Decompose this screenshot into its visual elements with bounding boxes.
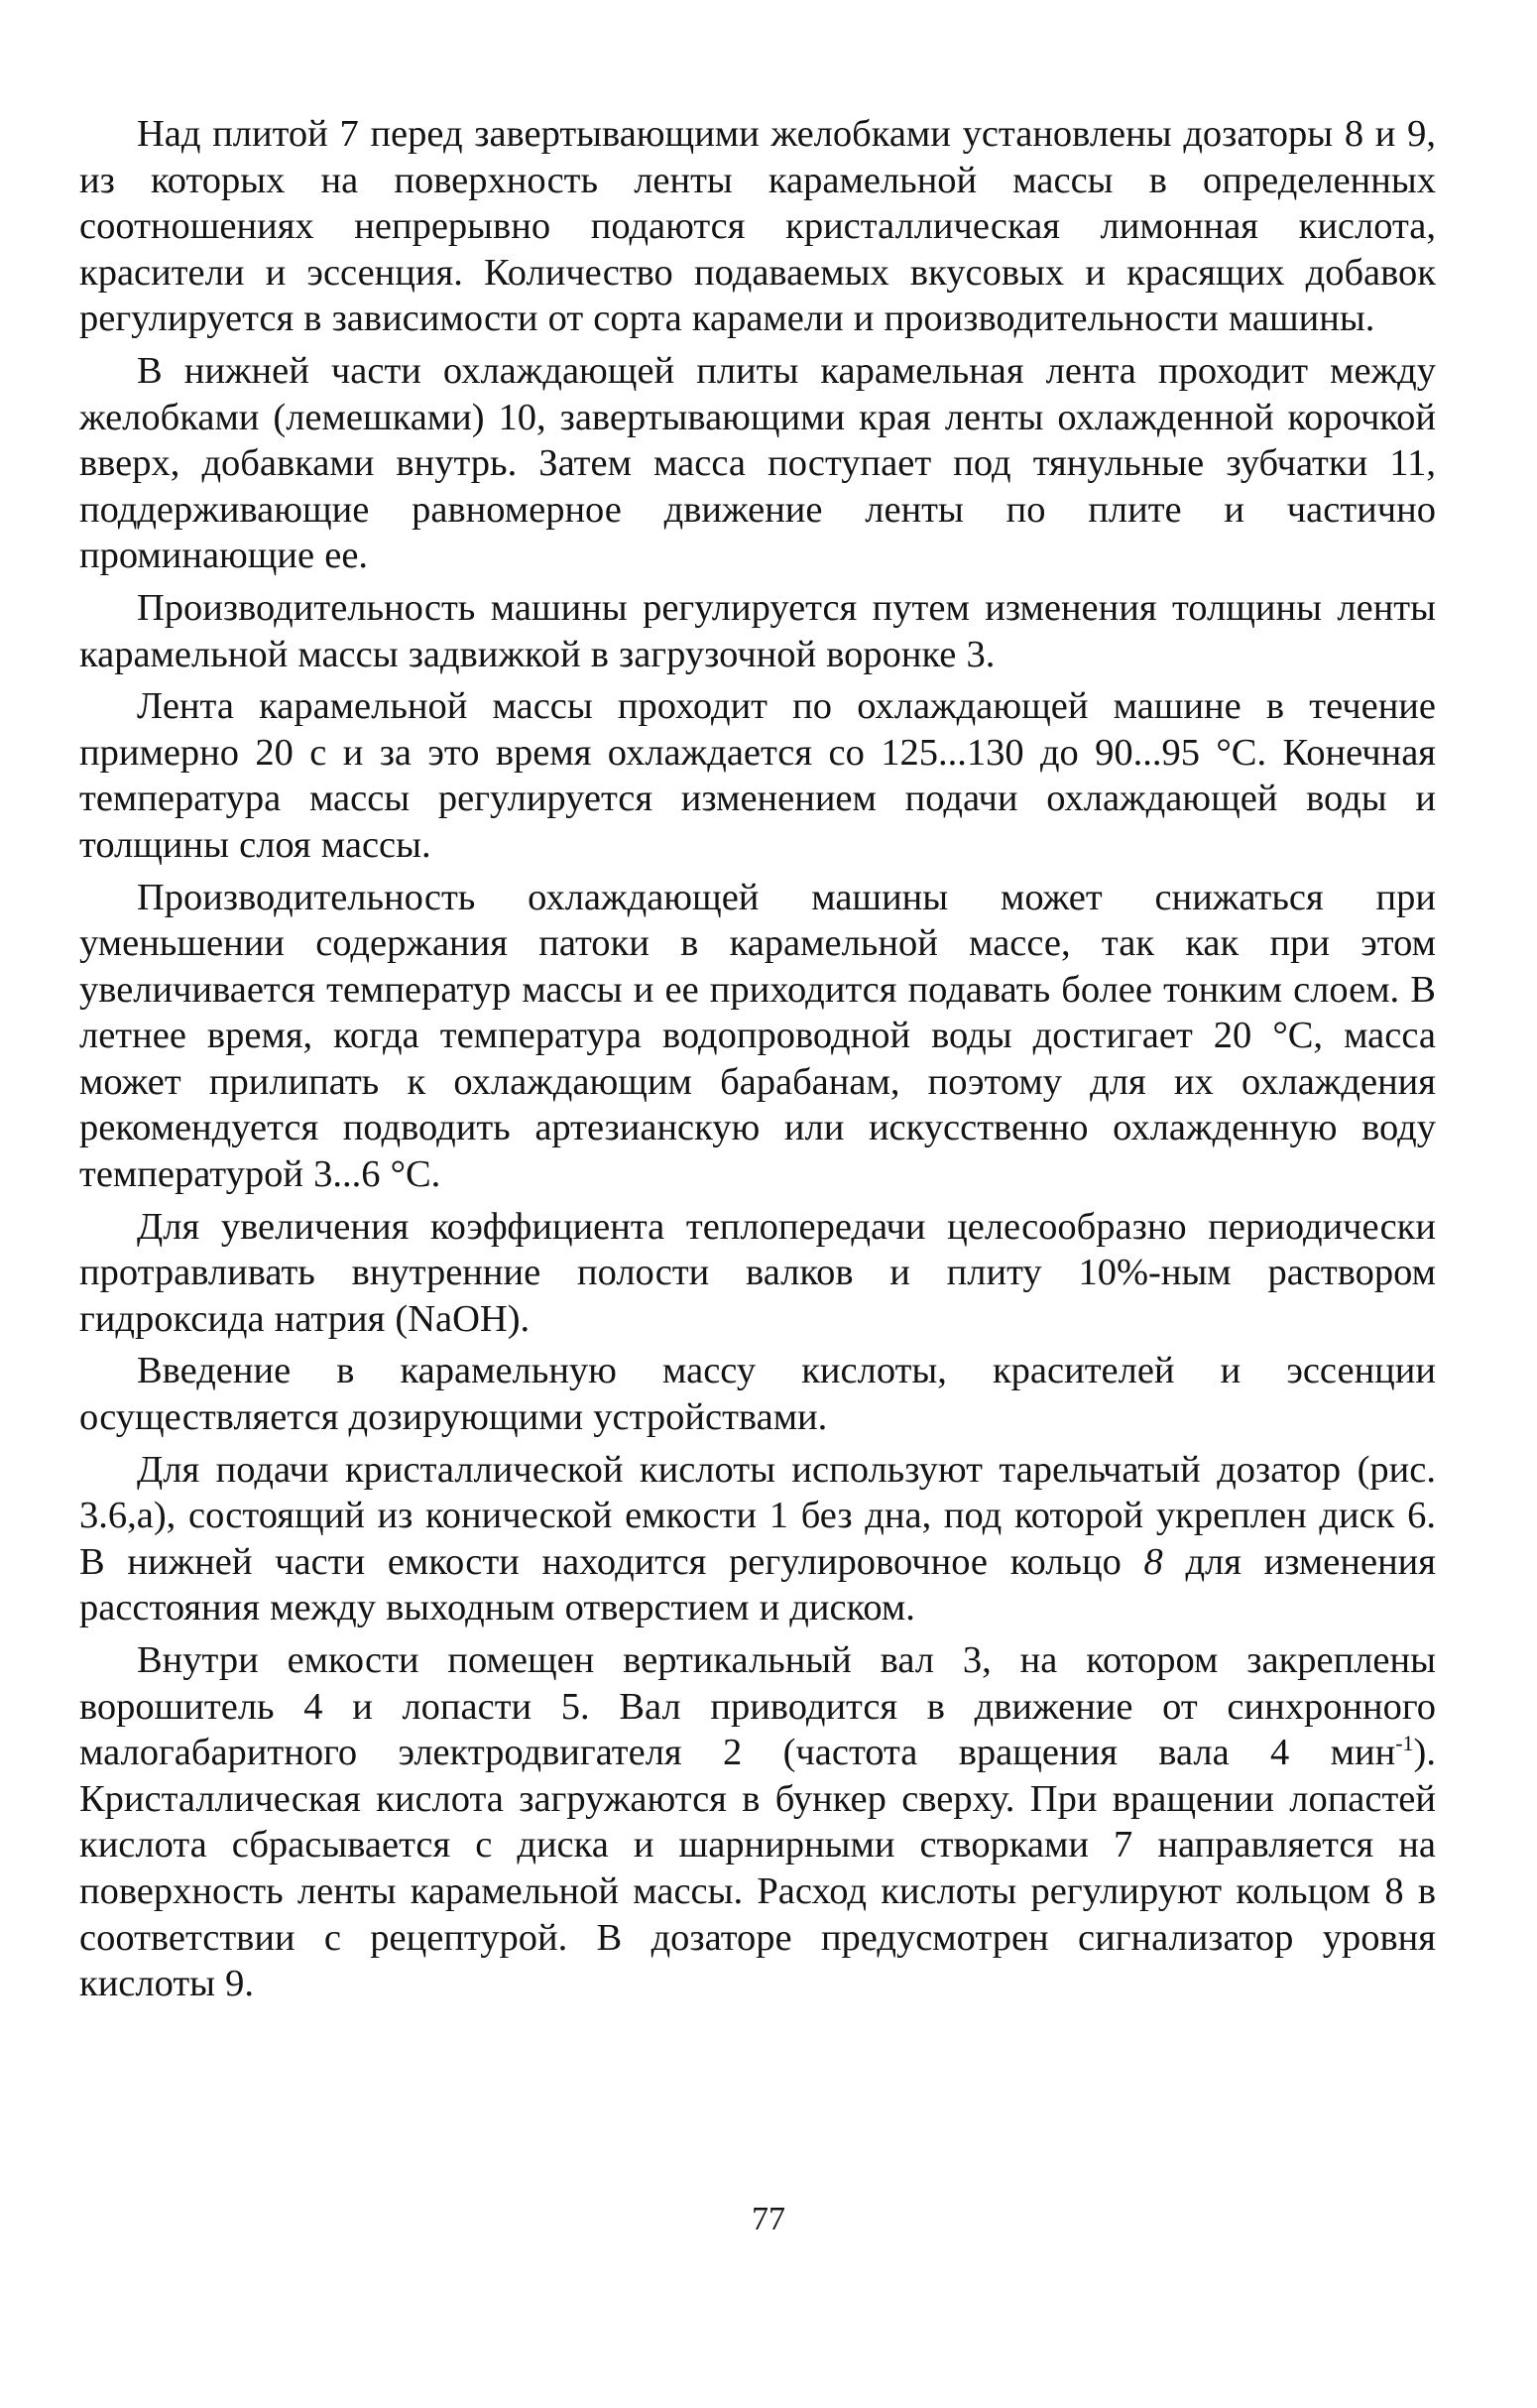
paragraph-8-italic-number: 8 [1143,1540,1163,1583]
paragraph-8 [79,1447,1436,1631]
paragraph-4: Лента карамельной массы проходит по охлаждающей машине в течение примерно 20 с и за это время охлаждается со 125...130 до 90...95 °С. Конечная температура массы регулируется изменением подачи охлаждающей воды и толщины слоя массы. [79,685,1436,866]
page-body [79,111,1436,2013]
paragraph-7: Введение в карамельную массу кислоты, красителей и эссенции осуществляется дозирующими устройствами. [79,1350,1436,1439]
paragraph-3: Производительность машины регулируется путем изменения толщины ленты карамельной массы задвижкой в загрузочной воронке 3. [79,586,1436,675]
paragraph-8-text-end: для изменения расстояния между выходным отверстием и диском. [79,1540,1436,1629]
paragraph-8-text-start: Для подачи кристаллической кислоты используют тарельчатый дозатор (рис. 3.6,а), состоящий из конической емкости 1 без дна, под которой укреплен диск 6. В нижней части емкости находится регулировочное кольцо [79,1448,1436,1583]
paragraph-9-text-start: Внутри емкости помещен вертикальный вал 3, на котором закреплены ворошитель 4 и лопасти 5. Вал приводится в движение от синхронного малогабаритного электродвигателя 2 (частота вращения вала 4 мин [79,1639,1436,1774]
paragraph-9-superscript: -1 [1395,1731,1414,1756]
paragraph-1: Над плитой 7 перед завертывающими желобками установлены дозаторы 8 и 9, из которых на поверхность ленты карамельной массы в определенных соотношениях непрерывно подаются кристаллическая лимонная кислота, красители и эссенция. Количество подаваемых вкусовых и красящих добавок регулируется в зависимости от сорта карамели и производительности машины. [79,113,1436,340]
paragraph-2: В нижней части охлаждающей плиты карамельная лента проходит между желобками (лемешками) 10, завертывающими края ленты охлажденной корочкой вверх, добавками внутрь. Затем масса поступает под тянульные зубчатки 11, поддерживающие равномерное движение ленты по плите и частично проминающие ее. [79,349,1436,577]
paragraph-5: Производительность охлаждающей машины может снижаться при уменьшении содержания патоки в карамельной массе, так как при этом увеличивается температур массы и ее приходится подавать более тонким слоем. В летнее время, когда температура водопроводной воды достигает 20 °С, масса может прилипать к охлаждающим барабанам, поэтому для их охлаждения рекомендуется подводить артезианскую или искусственно охлажденную воду температурой 3...6 °С. [79,876,1436,1196]
paragraph-6: Для увеличения коэффициента теплопередачи целесообразно периодически протравливать внутренние полости валков и плиту 10%-ным раствором гидроксида натрия (NaOH). [79,1205,1436,1340]
paragraph-9 [79,1637,1436,2007]
page-number: 77 [752,2201,785,2237]
paragraph-9-text-end: ). Кристаллическая кислота загружаются в бункер сверху. При вращении лопастей кислота сбрасывается с диска и шарнирными створками 7 направляется на поверхность ленты карамельной массы. Расход кислоты регулируют кольцом 8 в соответствии с рецептурой. В дозаторе предусмотрен сигнализатор уровня кислоты 9. [79,1732,1436,2005]
